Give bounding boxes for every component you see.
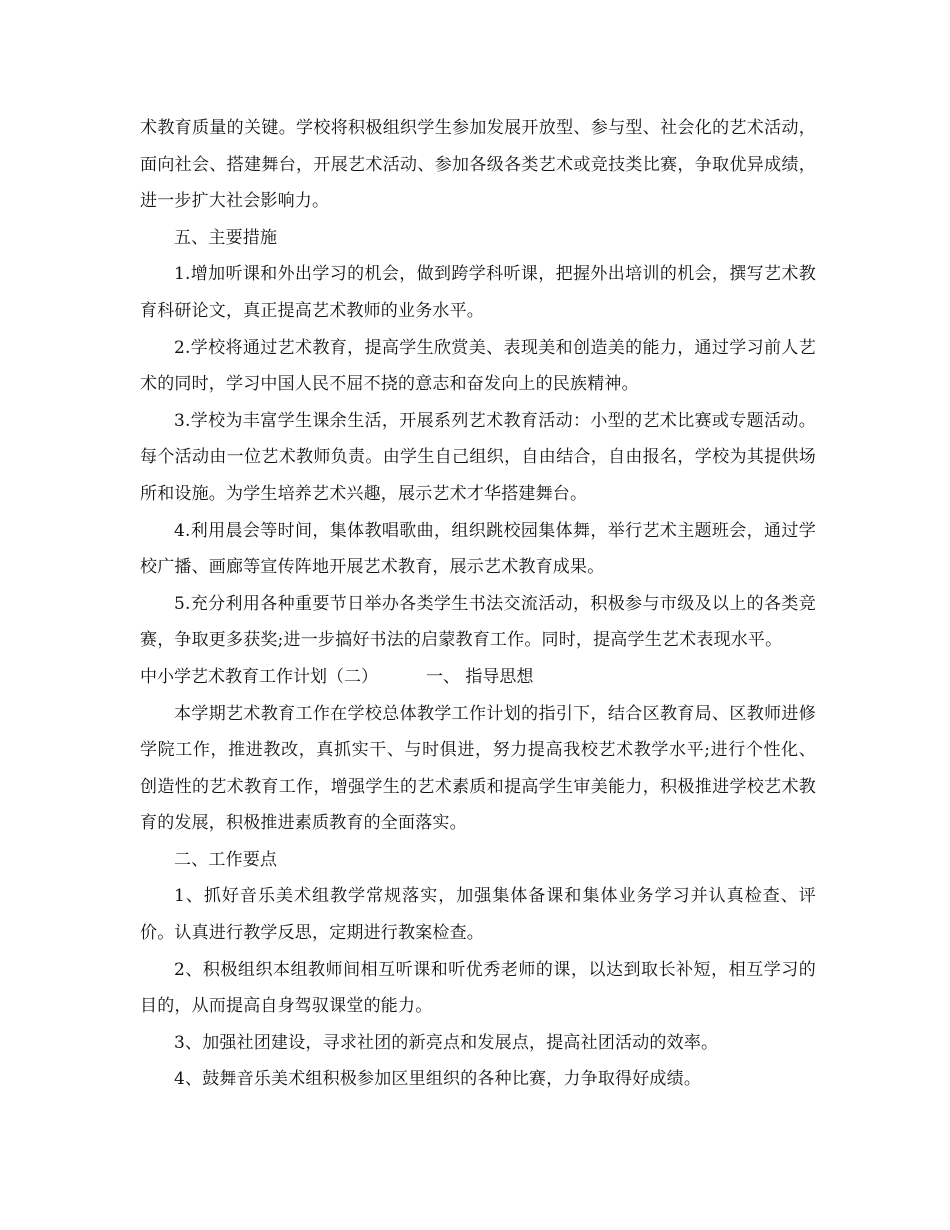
paragraph: 2、积极组织本组教师间相互听课和听优秀老师的课，以达到取长补短，相互学习的目的，从而提高自身驾驭课堂的能力。 — [140, 959, 816, 1017]
section-title: 中小学艺术教育工作计划（二） — [140, 666, 378, 687]
section-heading-main-measures: 五、主要措施 — [174, 227, 278, 248]
paragraph: 术教育质量的关键。学校将积极组织学生参加发展开放型、参与型、社会化的艺术活动，面向社会、搭建舞台，开展艺术活动、参加各级各类艺术或竞技类比赛，争取优异成绩，进一步扩大社会影响力。 — [140, 118, 816, 212]
document-body — [140, 110, 816, 1098]
section-subtitle: 一、 指导思想 — [426, 666, 534, 687]
paragraph: 本学期艺术教育工作在学校总体教学工作计划的指引下，结合区教育局、区教师进修学院工作，推进教改，真抓实干、与时俱进，努力提高我校艺术教学水平;进行个性化、创造性的艺术教育工作，增强学生的艺术素质和提高学生审美能力，积极推进学校艺术教育的发展，积极推进素质教育的全面落实。 — [140, 703, 816, 834]
paragraph: 1、抓好音乐美术组教学常规落实，加强集体备课和集体业务学习并认真检查、评价。认真进行教学反思，定期进行教案检查。 — [140, 886, 816, 944]
paragraph: 5.充分利用各种重要节日举办各类学生书法交流活动，积极参与市级及以上的各类竞赛，争取更多获奖;进一步搞好书法的启蒙教育工作。同时，提高学生艺术表现水平。 — [140, 593, 816, 651]
paragraph: 3.学校为丰富学生课余生活，开展系列艺术教育活动：小型的艺术比赛或专题活动。每个活动由一位艺术教师负责。由学生自己组织，自由结合，自由报名，学校为其提供场所和设施。为学生培养艺术兴趣，展示艺术才华搭建舞台。 — [140, 410, 816, 504]
paragraph: 1.增加听课和外出学习的机会，做到跨学科听课，把握外出培训的机会，撰写艺术教育科研论文，真正提高艺术教师的业务水平。 — [140, 264, 816, 321]
paragraph: 4、鼓舞音乐美术组积极参加区里组织的各种比赛，力争取得好成绩。 — [174, 1069, 702, 1090]
paragraph: 2.学校将通过艺术教育，提高学生欣赏美、表现美和创造美的能力，通过学习前人艺术的同时，学习中国人民不屈不挠的意志和奋发向上的民族精神。 — [140, 337, 816, 395]
section-heading-work-points: 二、工作要点 — [174, 849, 278, 870]
section-title-line — [140, 659, 816, 696]
paragraph: 4.利用晨会等时间，集体教唱歌曲，组织跳校园集体舞，举行艺术主题班会，通过学校广播、画廊等宣传阵地开展艺术教育，展示艺术教育成果。 — [140, 520, 816, 578]
paragraph: 3、加强社团建设，寻求社团的新亮点和发展点，提高社团活动的效率。 — [174, 1032, 719, 1053]
